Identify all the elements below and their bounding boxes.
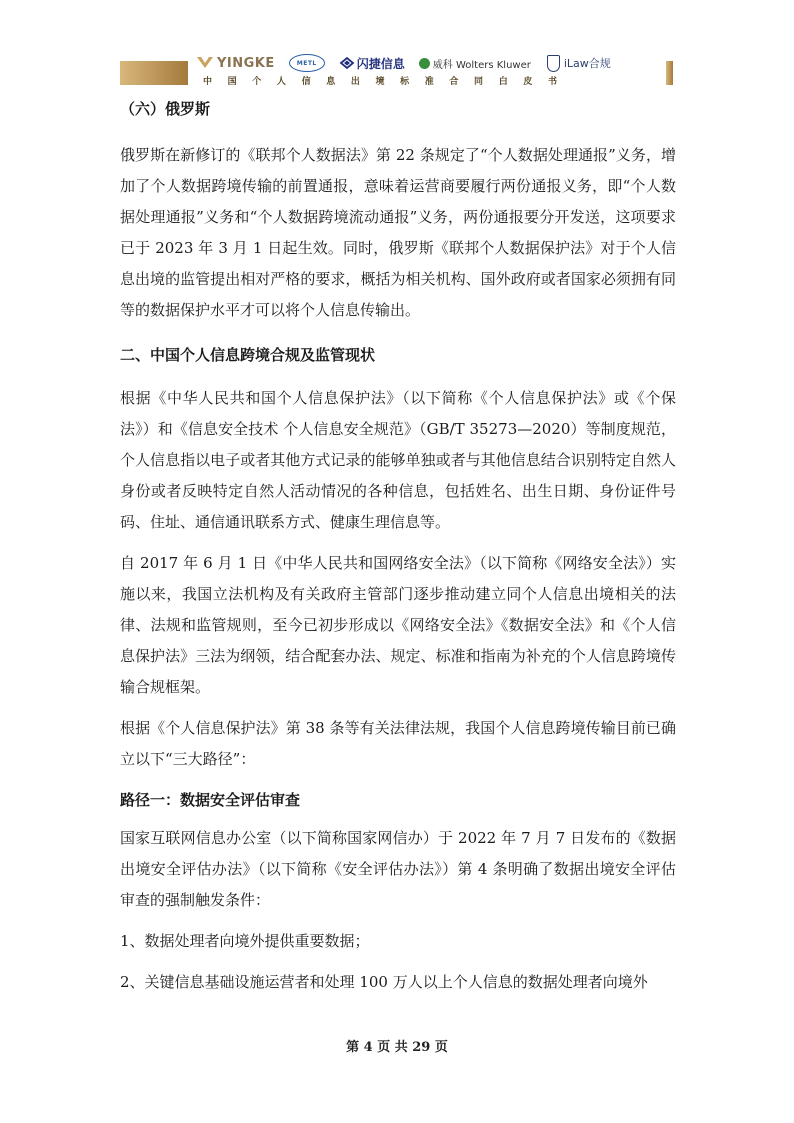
- header-subtitle: [203, 74, 557, 87]
- path1-list-item-1: 1、数据处理者向境外提供重要数据；: [120, 932, 370, 950]
- subtitle-char: 标: [400, 77, 410, 87]
- gold-band-right: [666, 61, 673, 85]
- subtitle-char: 中: [203, 77, 213, 87]
- gold-band-left: [120, 61, 188, 85]
- xunjie-logo-text: 闪捷信息: [356, 56, 405, 71]
- wolters-logo: [419, 56, 531, 71]
- subtitle-char: 信: [301, 77, 311, 87]
- russia-paragraph: 俄罗斯在新修订的《联邦个人数据法》第 22 条规定了“个人数据处理通报”义务，增加了个人数据跨境传输的前置通报，意味着运营商要履行两份通报义务，即“个人数据处理通报”义务和“个人数据跨境流动通报”义务，两份通报要分开发送，这项要求已于 2023 年 3 月 1 日起生效。同时，俄罗斯《联邦个人数据保护法》对于个人信息出境的监管提出相对严格的要求，概括为相关机构、国外政府或者国家必须拥有同等的数据保护水平才可以将个人信息传输出。: [120, 146, 676, 319]
- document-body: [120, 98, 676, 998]
- path1-paragraph: 国家互联网信息办公室（以下简称国家网信办）于 2022 年 7 月 7 日发布的《数据出境安全评估办法》（以下简称《安全评估办法》）第 4 条明确了数据出境安全评估审查的强制触发条件：: [120, 829, 676, 909]
- subtitle-char: 人: [276, 77, 286, 87]
- yingke-mark-icon: [196, 56, 214, 70]
- subtitle-char: 境: [375, 77, 385, 87]
- cybersecurity-law-paragraph: 自 2017 年 6 月 1 日《中华人民共和国网络安全法》（以下简称《网络安全法》）实施以来，我国立法机构及有关政府主管部门逐步推动建立同个人信息出境相关的法律、法规和监管规则，至今已初步形成以《网络安全法》《数据安全法》和《个人信息保护法》三法为纲领，结合配套办法、规定、标准和指南为补充的个人信息跨境传输合规框架。: [120, 554, 676, 696]
- yingke-logo-text: YINGKE: [217, 55, 275, 71]
- russia-heading: （六）俄罗斯: [120, 100, 211, 118]
- subtitle-char: 个: [252, 77, 262, 87]
- xunjie-logo: [339, 55, 405, 72]
- yingke-logo: [196, 56, 275, 71]
- partner-logos: [196, 52, 611, 74]
- page-header: [0, 0, 794, 100]
- subtitle-char: 息: [326, 77, 336, 87]
- subtitle-char: 准: [424, 77, 434, 87]
- path1-heading: 路径一：数据安全评估审查: [120, 791, 301, 809]
- three-paths-paragraph: 根据《个人信息保护法》第 38 条等有关法律法规，我国个人信息跨境传输目前已确立以下“三大路径”：: [120, 719, 676, 768]
- ilaw-shield-icon: [547, 55, 560, 72]
- path1-list-item-2: 2、关键信息基础设施运营者和处理 100 万人以上个人信息的数据处理者向境外: [120, 973, 648, 991]
- subtitle-char: 书: [547, 77, 557, 87]
- subtitle-char: 合: [449, 77, 459, 87]
- xunjie-mark-icon: [339, 56, 355, 70]
- wolters-logo-text: 威科 Wolters Kluwer: [432, 59, 531, 71]
- ilaw-logo-text: iLaw合规: [563, 57, 611, 70]
- subtitle-char: 出: [350, 77, 360, 87]
- wolters-mark-icon: [419, 58, 430, 69]
- subtitle-char: 国: [227, 77, 237, 87]
- subtitle-char: 同: [474, 77, 484, 87]
- subtitle-char: 白: [498, 77, 508, 87]
- page-number: 第 4 页 共 29 页: [346, 1040, 448, 1055]
- subtitle-char: 皮: [523, 77, 533, 87]
- metl-logo-text: METL: [289, 54, 325, 72]
- section2-heading: 二、中国个人信息跨境合规及监管现状: [120, 346, 376, 364]
- metl-logo: [289, 54, 325, 72]
- personal-info-definition-paragraph: 根据《中华人民共和国个人信息保护法》（以下简称《个人信息保护法》或《个保法》）和《信息安全技术 个人信息安全规范》（GB/T 35273—2020）等制度规范，个人信息指以电子或者其他方式记录的能够单独或者与其他信息结合识别特定自然人身份或者反映特定自然人活动情况的各种信息，包括姓名、出生日期、身份证件号码、住址、通信通讯联系方式、健康生理信息等。: [120, 389, 676, 531]
- ilaw-logo: [547, 55, 611, 72]
